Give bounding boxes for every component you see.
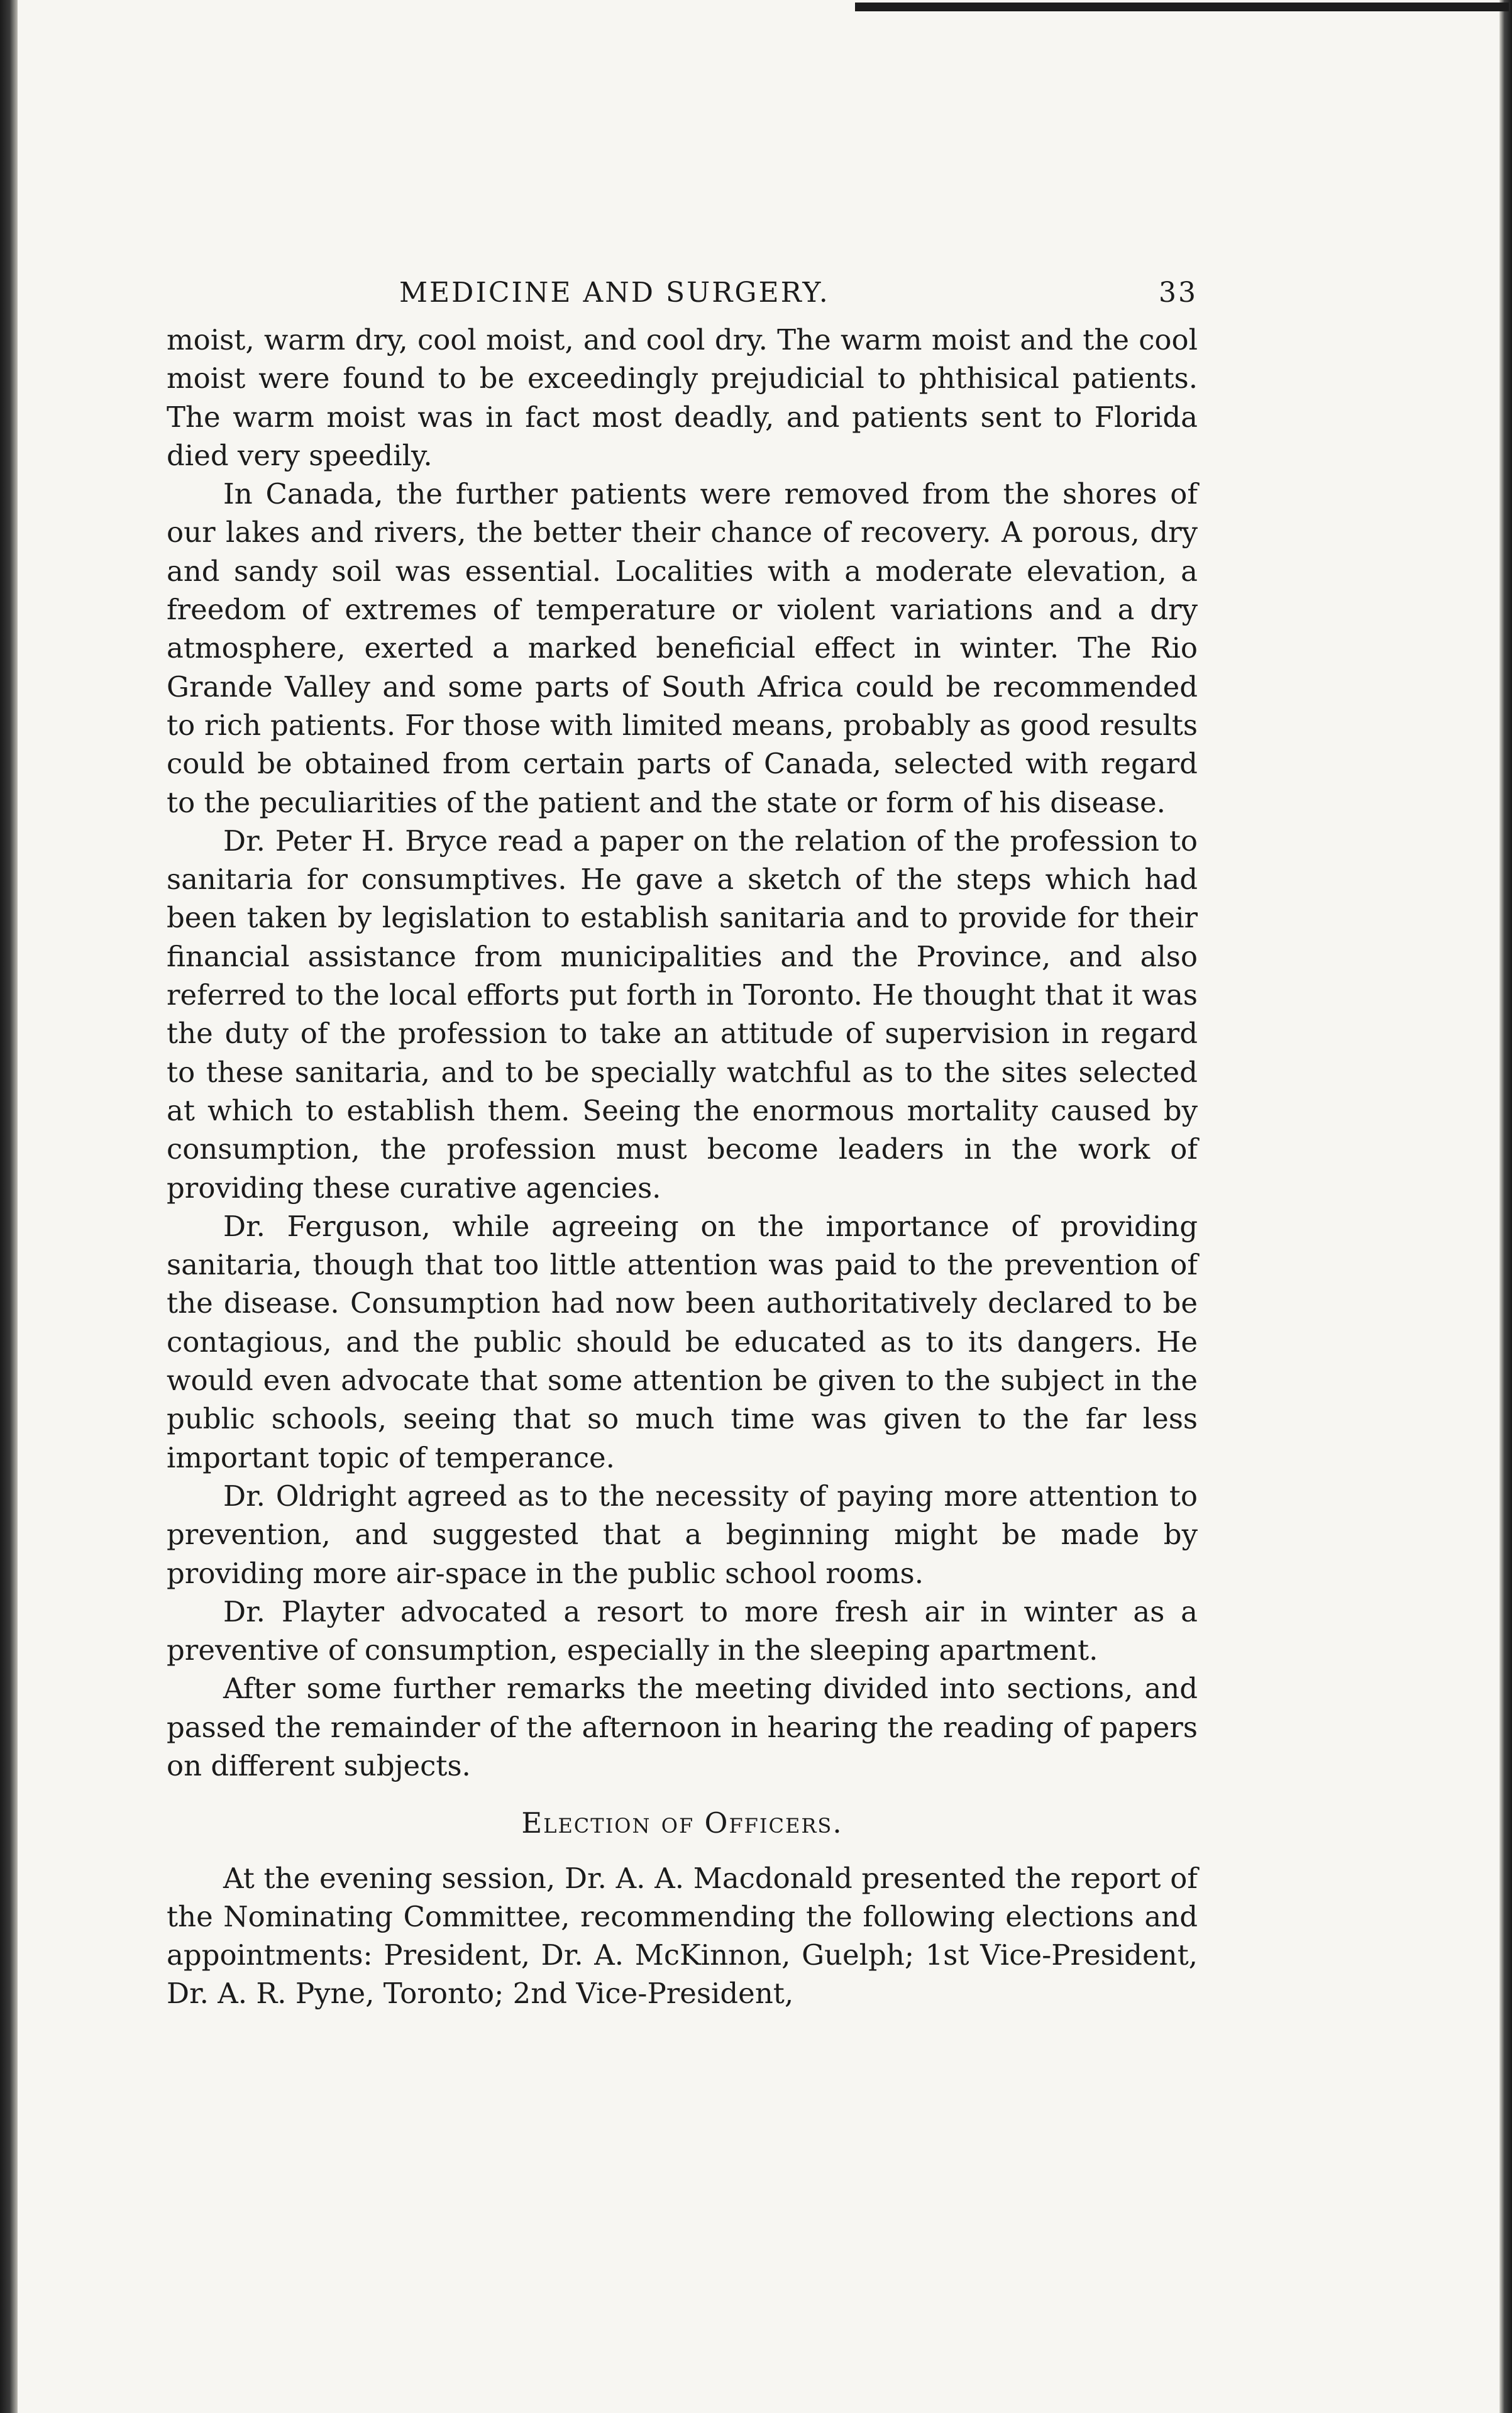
running-head — [167, 277, 1198, 321]
scan-shadow-top — [855, 3, 1509, 11]
scan-shadow-right — [1499, 0, 1512, 2413]
running-head-title: MEDICINE AND SURGERY. — [399, 277, 830, 309]
page-number: 33 — [1159, 277, 1198, 309]
paragraph: Dr. Oldright agreed as to the necessity of paying more attention to prevention, and suggested that a beginning might be made by providing more air-space in the public school rooms. — [167, 1479, 1198, 1590]
paragraph: Dr. Ferguson, while agreeing on the importance of providing sanitaria, though that too little attention was paid to the prevention of the disease. Consumption had now been authoritatively declared to be contagious, and the public should be educated as to its dangers. He would even advocate that some attention be given to the subject in the public schools, seeing that so much time was given to the far less important topic of temperance. — [167, 1209, 1198, 1474]
paragraph: Dr. Peter H. Bryce read a paper on the relation of the profession to sanitaria for consumptives. He gave a sketch of the steps which had been taken by legislation to establish sanitaria and to provide for their financial assistance from municipalities and the Province, and also referred to the local efforts put forth in Toronto. He thought that it was the duty of the profession to take an attitude of supervision in regard to these sanitaria, and to be specially watchful as to the sites selected at which to establish them. Seeing the enormous mortality caused by consumption, the profession must become leaders in the work of providing these curative agencies. — [167, 824, 1198, 1205]
page-text — [167, 277, 1198, 2013]
scan-shadow-left — [0, 0, 18, 2413]
paragraph: At the evening session, Dr. A. A. Macdonald presented the report of the Nominating Committee, recommending the following elections and appointments: President, Dr. A. McKinnon, Guelph; 1st Vice-President, Dr. A. R. Pyne, Toronto; 2nd Vice-President, — [167, 1861, 1198, 2011]
paragraph: Dr. Playter advocated a resort to more fresh air in winter as a preventive of consumption, especially in the sleeping apartment. — [167, 1594, 1198, 1667]
paragraph: moist, warm dry, cool moist, and cool dry. The warm moist and the cool moist were found to be exceedingly prejudicial to phthisical patients. The warm moist was in fact most deadly, and patients sent to Florida died very speedily. — [167, 323, 1198, 472]
paragraph: After some further remarks the meeting divided into sections, and passed the remainder of the afternoon in hearing the reading of papers on different subjects. — [167, 1672, 1198, 1782]
section-heading: Election of Officers. — [521, 1806, 843, 1840]
paragraph: In Canada, the further patients were removed from the shores of our lakes and rivers, the better their chance of recovery. A porous, dry and sandy soil was essential. Localities with a moderate elevation, a freedom of extremes of temperature or violent variations and a dry atmosphere, exerted a marked beneficial effect in winter. The Rio Grande Valley and some parts of South Africa could be recommended to rich patients. For those with limited means, probably as good results could be obtained from certain parts of Canada, selected with regard to the peculiarities of the patient and the state or form of his disease. — [167, 477, 1198, 819]
